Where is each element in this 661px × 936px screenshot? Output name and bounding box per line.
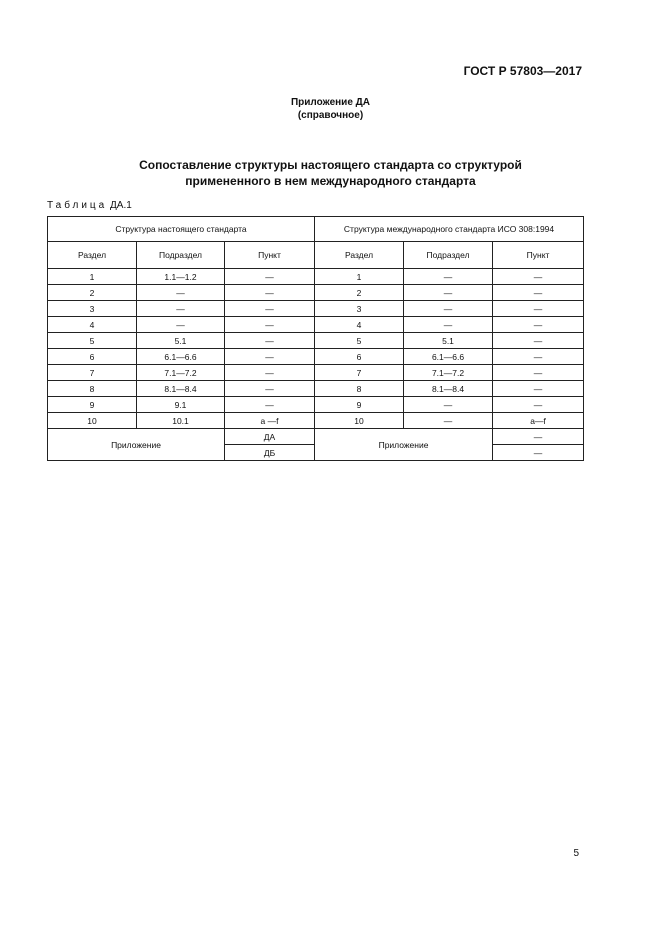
section-heading-line1: Сопоставление структуры настоящего стандарта со структурой [139, 158, 522, 172]
appendix-item-left: ДБ [225, 445, 315, 461]
comparison-table [47, 216, 584, 461]
table-cell: 4 [48, 317, 137, 333]
section-heading [0, 157, 661, 189]
table-cell: — [225, 397, 315, 413]
table-cell: 8.1—8.4 [404, 381, 493, 397]
table-cell: 2 [315, 285, 404, 301]
table-cell: — [404, 397, 493, 413]
table-cell: — [137, 285, 225, 301]
table-row [48, 413, 584, 429]
table-row [48, 269, 584, 285]
table-cell: 5 [315, 333, 404, 349]
table-cell: — [493, 397, 584, 413]
table-cell: — [404, 269, 493, 285]
table-cell: 10 [315, 413, 404, 429]
section-heading-line2: примененного в нем международного стандарта [185, 174, 476, 188]
table-cell: 1 [48, 269, 137, 285]
table-cell: 8 [48, 381, 137, 397]
table-cell: — [404, 413, 493, 429]
table-cell: 9 [48, 397, 137, 413]
table-cell: — [225, 381, 315, 397]
table-cell: — [493, 317, 584, 333]
table-cell: 8.1—8.4 [137, 381, 225, 397]
table-cell: 2 [48, 285, 137, 301]
table-cell: — [493, 333, 584, 349]
table-cell: 6 [315, 349, 404, 365]
appendix-label-left: Приложение [48, 429, 225, 461]
table-cell: — [225, 269, 315, 285]
column-header: Раздел [315, 242, 404, 269]
table-cell: — [493, 349, 584, 365]
table-label-prefix: Таблица [47, 200, 108, 211]
page-number: 5 [573, 848, 579, 859]
table-row [48, 381, 584, 397]
group-header-right: Структура международного стандарта ИСО 308:1994 [315, 217, 584, 242]
table-cell: 7 [315, 365, 404, 381]
table-cell: 4 [315, 317, 404, 333]
appendix-heading [0, 96, 661, 122]
table-row [48, 397, 584, 413]
group-header-left: Структура настоящего стандарта [48, 217, 315, 242]
table-label-number: ДА.1 [110, 200, 132, 211]
appendix-label-right: Приложение [315, 429, 493, 461]
table-cell: 9.1 [137, 397, 225, 413]
table-cell: — [225, 285, 315, 301]
table-cell: 1 [315, 269, 404, 285]
table-row [48, 301, 584, 317]
table-cell: 10.1 [137, 413, 225, 429]
table-row [48, 333, 584, 349]
table-cell: — [225, 349, 315, 365]
standard-code: ГОСТ Р 57803—2017 [463, 64, 582, 78]
table-cell: — [225, 333, 315, 349]
table-cell: — [225, 317, 315, 333]
appendix-item-right: — [493, 429, 584, 445]
table-cell: 6.1—6.6 [137, 349, 225, 365]
table-cell: — [137, 317, 225, 333]
table-cell: 10 [48, 413, 137, 429]
table-cell: 7.1—7.2 [404, 365, 493, 381]
column-header: Пункт [225, 242, 315, 269]
table-cell: 6 [48, 349, 137, 365]
table-cell: — [493, 269, 584, 285]
table-cell: 1.1—1.2 [137, 269, 225, 285]
table-cell: 3 [315, 301, 404, 317]
table-cell: — [493, 285, 584, 301]
appendix-item-left: ДА [225, 429, 315, 445]
table-cell: 9 [315, 397, 404, 413]
table-cell: 5.1 [137, 333, 225, 349]
table-appendix-row [48, 429, 584, 445]
column-header: Подраздел [404, 242, 493, 269]
table-row [48, 365, 584, 381]
table-cell: 5 [48, 333, 137, 349]
table-cell: а —f [225, 413, 315, 429]
table-cell: — [404, 301, 493, 317]
table-cell: 7 [48, 365, 137, 381]
table-cell: — [404, 317, 493, 333]
table-cell: 8 [315, 381, 404, 397]
table-cell: — [493, 301, 584, 317]
table-cell: 5.1 [404, 333, 493, 349]
table-row [48, 317, 584, 333]
table-cell: — [404, 285, 493, 301]
table-row [48, 349, 584, 365]
column-header: Раздел [48, 242, 137, 269]
table-cell: — [137, 301, 225, 317]
column-header: Подраздел [137, 242, 225, 269]
table-label [47, 200, 132, 211]
table-cell: 6.1—6.6 [404, 349, 493, 365]
appendix-subtitle: (справочное) [297, 110, 364, 121]
table-cell: — [493, 381, 584, 397]
table-cell: — [225, 301, 315, 317]
table-row [48, 285, 584, 301]
table-cell: — [493, 365, 584, 381]
table-column-header-row [48, 242, 584, 269]
table-cell: 3 [48, 301, 137, 317]
appendix-item-right: — [493, 445, 584, 461]
table-cell: — [225, 365, 315, 381]
column-header: Пункт [493, 242, 584, 269]
table-cell: a—f [493, 413, 584, 429]
appendix-title: Приложение ДА [290, 97, 371, 108]
table-group-header-row [48, 217, 584, 242]
table-cell: 7.1—7.2 [137, 365, 225, 381]
